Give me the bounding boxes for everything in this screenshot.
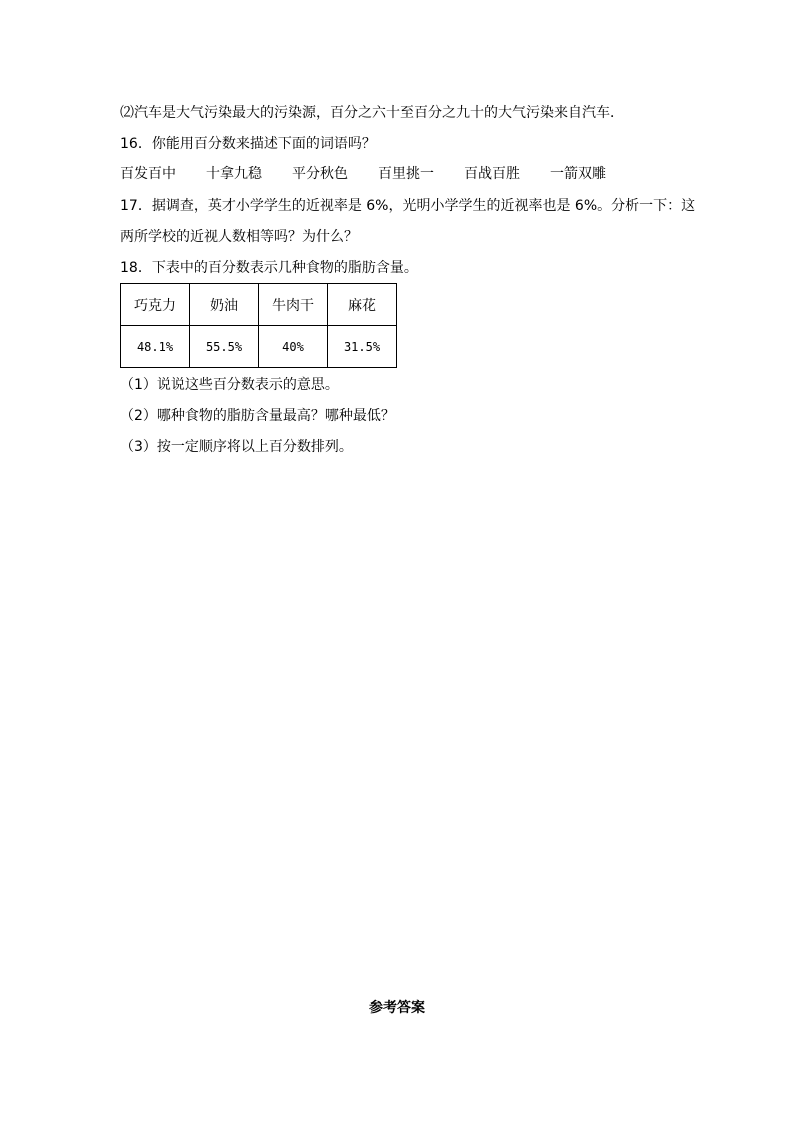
table-header-cell: 牛肉干 (259, 284, 328, 326)
question-15-part-2: ⑵汽车是大气污染最大的污染源，百分之六十至百分之九十的大气污染来自汽车． (120, 105, 624, 121)
idiom-item: 平分秋色 (292, 166, 348, 182)
question-18-part-3: （3）按一定顺序将以上百分数排列。 (120, 439, 353, 455)
question-17-line-1: 17．据调查，英才小学学生的近视率是 6%，光明小学学生的近视率也是 6%。分析一下：这 (120, 198, 696, 214)
table-cell: 40% (259, 326, 328, 368)
table-header-cell: 巧克力 (121, 284, 190, 326)
idiom-item: 百发百中 (120, 166, 176, 182)
table-header-row (121, 284, 397, 326)
table-cell: 48.1% (121, 326, 190, 368)
question-18: 18．下表中的百分数表示几种食物的脂肪含量。 (120, 260, 418, 276)
idiom-item: 百里挑一 (378, 166, 434, 182)
table-row (121, 326, 397, 368)
question-17-line-2: 两所学校的近视人数相等吗？为什么？ (120, 229, 358, 245)
question-18-part-1: （1）说说这些百分数表示的意思。 (120, 377, 339, 393)
table-header-cell: 麻花 (328, 284, 397, 326)
fat-content-table (120, 283, 397, 368)
answer-section-title: 参考答案 (369, 1000, 425, 1016)
idiom-item: 一箭双雕 (550, 166, 606, 182)
idiom-list (120, 164, 606, 184)
table-header-cell: 奶油 (190, 284, 259, 326)
table-cell: 31.5% (328, 326, 397, 368)
idiom-item: 十拿九稳 (206, 166, 262, 182)
question-18-part-2: （2）哪种食物的脂肪含量最高？哪种最低？ (120, 408, 395, 424)
question-16: 16．你能用百分数来描述下面的词语吗？ (120, 136, 376, 152)
table-cell: 55.5% (190, 326, 259, 368)
idiom-item: 百战百胜 (464, 166, 520, 182)
